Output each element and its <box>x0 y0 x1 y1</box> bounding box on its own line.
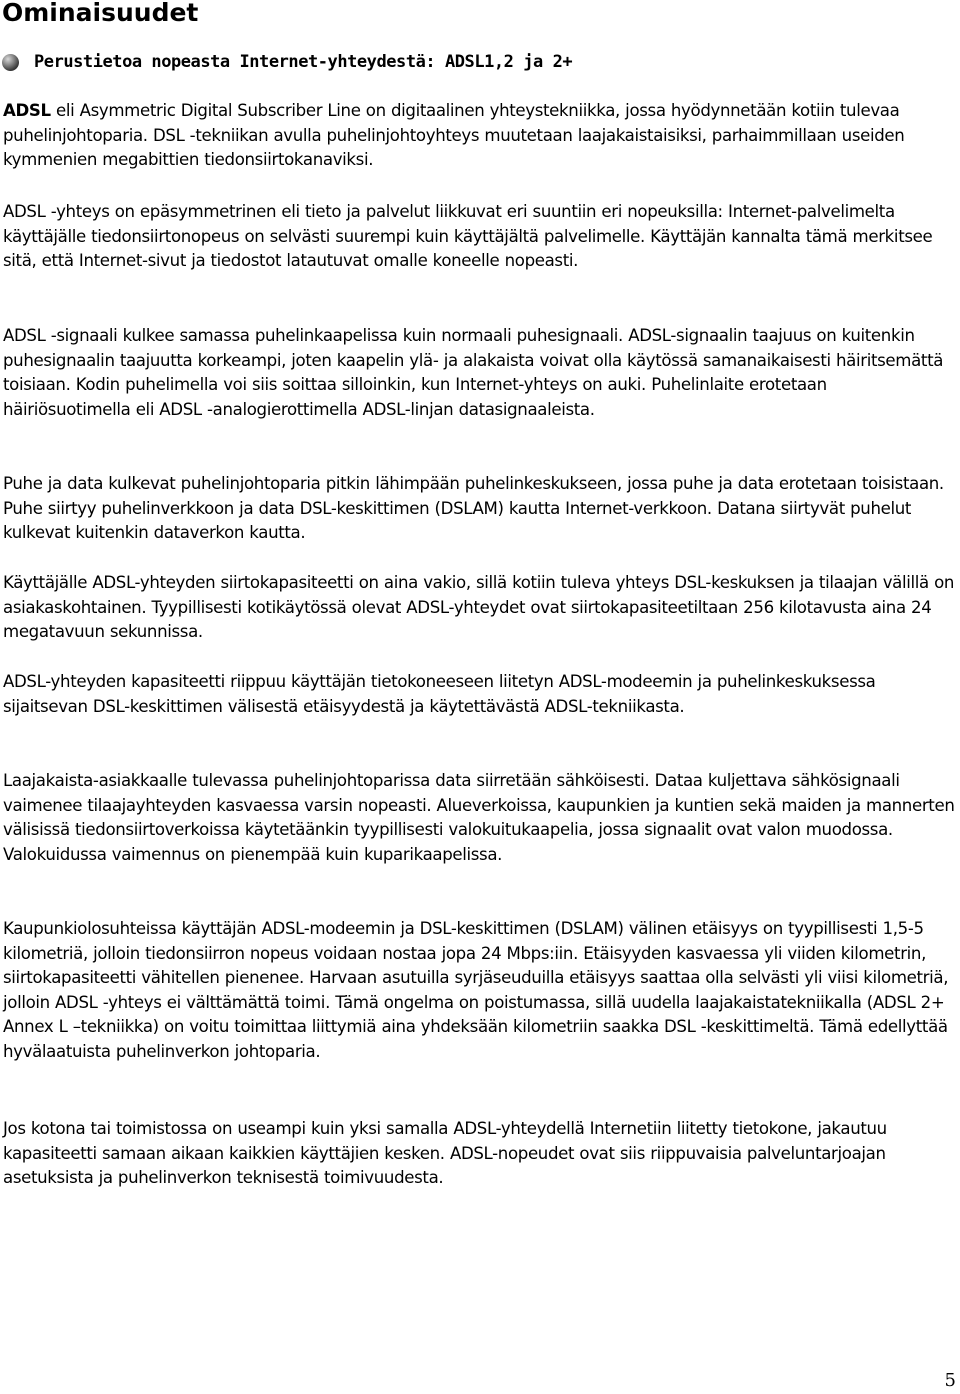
paragraph-text: eli Asymmetric Digital Subscriber Line on digitaalinen yhteystekniikka, jossa hyödynnetään kotiin tulevaa puhelinjohtoparia. DSL -tekniikan avulla puhelinjohtoyhteys muutetaan laajakaistaisiksi, parhaimmillaan useiden kymmenien megabittien tiedonsiirtokanaviksi. <box>3 101 905 170</box>
paragraph-text: Käyttäjälle ADSL-yhteyden siirtokapasiteetti on aina vakio, sillä kotiin tuleva yhteys DSL-keskuksen ja tilaajan välillä on asiakaskohtainen. Tyypillisesti kotikäytössä olevat ADSL-yhteydet ovat siirtokapasiteetiltaan 256 kilotavusta aina 24 megatavuun sekunnissa. <box>3 573 955 642</box>
paragraph-5 <box>3 571 957 645</box>
page-title: Ominaisuudet <box>2 0 199 27</box>
paragraph-text: Laajakaista-asiakkaalle tulevassa puhelinjohtoparissa data siirretään sähköisesti. Dataa kuljettava sähkösignaali vaimenee tilaajayhteyden kasvaessa varsin nopeasti. Alueverkoissa, kaupunkien ja kuntien sekä maiden ja mannerten välisissä tiedonsiirtoverkoissa käytetäänkin tyypillisesti valokuitukaapelia, jossa signaalit ovat valon muodossa. Valokuidussa vaimennus on pienempää kuin kuparikaapelissa. <box>3 771 955 864</box>
paragraph-lead: ADSL <box>3 101 51 120</box>
paragraph-6 <box>3 670 957 719</box>
subheading-text: Perustietoa nopeasta Internet-yhteydestä: ADSL1,2 ja 2+ <box>34 52 573 72</box>
paragraph-9 <box>3 1117 957 1191</box>
paragraph-text: Puhe ja data kulkevat puhelinjohtoparia pitkin lähimpään puhelinkeskukseen, jossa puhe ja data erotetaan toisistaan. Puhe siirtyy puhelinverkkoon ja data DSL-keskittimen (DSLAM) kautta Internet-verkkoon. Datana siirtyvät puhelut kulkevat kuitenkin dataverkon kautta. <box>3 474 944 543</box>
paragraph-text: Kaupunkiolosuhteissa käyttäjän ADSL-modeemin ja DSL-keskittimen (DSLAM) välinen etäisyys on tyypillisesti 1,5-5 kilometriä, jolloin tiedonsiirron nopeus voidaan nostaa jopa 24 Mbps:iin. Etäisyyden kasvaessa yli viiden kilometrin, siirtokapasiteetti vähitellen pienenee. Harvaan asutuilla syrjäseuduilla etäisyys saattaa olla selvästi yli viisi kilometriä, jolloin ADSL -yhteys ei välttämättä toimi. Tämä ongelma on poistumassa, sillä uudella laajakaistatekniikalla (ADSL 2+ Annex L –tekniikka) on voitu toimittaa liittymiä aina yhdeksään kilometriin saakka DSL -keskittimeltä. Tämä edellyttää hyvälaatuista puhelinverkon johtoparia. <box>3 919 949 1061</box>
paragraph-text: ADSL-yhteyden kapasiteetti riippuu käyttäjän tietokoneeseen liitetyn ADSL-modeemin ja puhelinkeskuksessa sijaitsevan DSL-keskittimen välisestä etäisyydestä ja käytettävästä ADSL-tekniikasta. <box>3 672 876 716</box>
sphere-bullet-icon <box>2 54 19 71</box>
paragraph-2 <box>3 200 957 274</box>
paragraph-text: Jos kotona tai toimistossa on useampi kuin yksi samalla ADSL-yhteydellä Internetiin liitetty tietokone, jakautuu kapasiteetti samaan aikaan kaikkien käyttäjien kesken. ADSL-nopeudet ovat siis riippuvaisia palveluntarjoajan asetuksista ja puhelinverkon teknisestä toimivuudesta. <box>3 1119 887 1188</box>
page-number: 5 <box>944 1370 956 1391</box>
paragraph-8 <box>3 917 957 1065</box>
paragraph-1 <box>3 99 957 173</box>
paragraph-text: ADSL -yhteys on epäsymmetrinen eli tieto ja palvelut liikkuvat eri suuntiin eri nopeuksilla: Internet-palvelimelta käyttäjälle tiedonsiirtonopeus on selvästi suurempi kuin käyttäjältä palvelimelle. Käyttäjän kannalta tämä merkitsee sitä, että Internet-sivut ja tiedostot latautuvat omalle koneelle nopeasti. <box>3 202 933 271</box>
paragraph-7 <box>3 769 957 867</box>
paragraph-3 <box>3 324 957 422</box>
section-subheading <box>2 50 572 74</box>
paragraph-text: ADSL -signaali kulkee samassa puhelinkaapelissa kuin normaali puhesignaali. ADSL-signaalin taajuus on kuitenkin puhesignaalin taajuutta korkeampi, joten kaapelin ylä- ja alakaista voivat olla käytössä samanaikaisesti häiritsemättä toisiaan. Kodin puhelimella voi siis soittaa silloinkin, kun Internet-yhteys on auki. Puhelinlaite erotetaan häiriösuotimella eli ADSL -analogierottimella ADSL-linjan datasignaaleista. <box>3 326 944 419</box>
paragraph-4 <box>3 472 957 546</box>
